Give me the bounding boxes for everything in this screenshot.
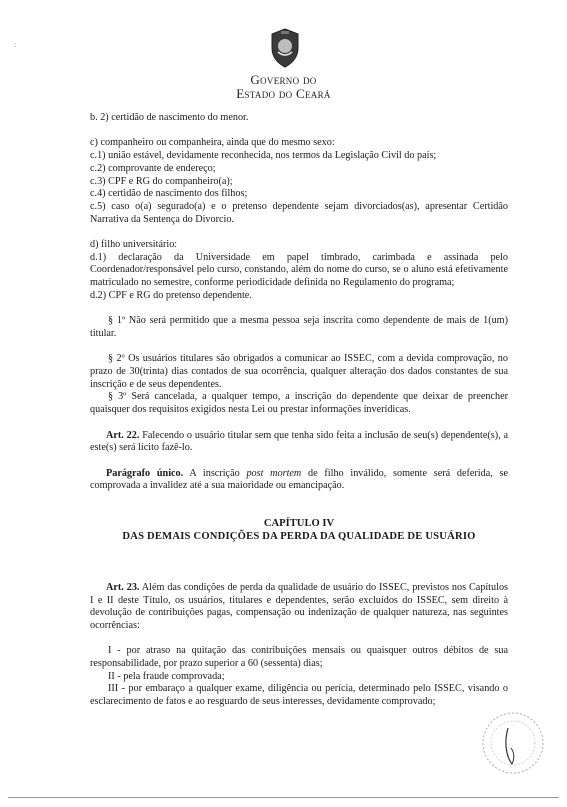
clause-2: II - pela fraude comprovada; <box>108 670 225 682</box>
article-22-label: Art. 22. <box>106 429 140 441</box>
sole-paragraph-text-b: de filho inválido, somente será deferida, se comprovada a invalidez até a sua maioridade ou emancipação. <box>90 467 509 492</box>
item-b2: b. 2) certidão de nascimento do menor. <box>90 112 249 123</box>
rubric-stamp-icon <box>478 708 548 778</box>
article-23-text: Além das condições de perda da qualidade de usuário do ISSEC, previstos nos Capítulos I e II deste Título, os usuários, titulares e dependentes, serão excluídos do ISSEC, sem direito à devolução de contribuições pagas, compensação ou indenização de qualquer natureza, nas seguintes ocorrências: <box>90 581 508 631</box>
item-d2: d.2) CPF e RG do pretenso dependente. <box>90 289 252 301</box>
article-22 <box>90 430 508 455</box>
sole-paragraph <box>90 468 508 493</box>
clause-3: III - por embaraço a qualquer exame, diligência ou perícia, determinado pelo ISSEC, visando o esclarecimento de fatos e ao resguardo de seus interesses, devidamente comprovado; <box>90 683 508 708</box>
item-d-intro: d) filho universitário: <box>90 239 178 250</box>
item-c2: c.2) comprovante de endereço; <box>90 162 216 174</box>
item-d1: d.1) declaração da Universidade em papel timbrado, carimbada e assinada pelo Coordenador/responsável pelo curso, constando, além do nome do curso, se o aluno está efetivamente matriculado no semestre, conforme periodicidade definida no Regulamento do programa; <box>90 251 508 289</box>
chapter-title: CAPÍTULO IV <box>263 518 335 530</box>
sole-paragraph-label: Parágrafo único. <box>106 467 184 479</box>
sole-paragraph-italic: post mortem <box>246 467 302 479</box>
sole-paragraph-text-a: A inscrição <box>183 467 247 479</box>
page-bottom-edge <box>8 797 559 798</box>
item-c1: c.1) união estável, devidamente reconhecida, nos termos da Legislação Civil do país; <box>90 150 437 162</box>
item-c3: c.3) CPF e RG do companheiro(a); <box>90 175 233 187</box>
government-title-line2: Estado do Ceará <box>236 86 331 101</box>
article-22-text: Falecendo o usuário titular sem que tenha sido feita a inclusão de seu(s) dependente(s), a este(s) será lícito fazê-lo. <box>90 429 508 454</box>
ceara-coat-of-arms-icon <box>268 28 302 68</box>
article-23-label: Art. 23. <box>106 581 140 593</box>
clause-1: I - por atraso na quitação das contribuições mensais ou quaisquer outros débitos de sua responsabilidade, por prazo superior a 60 (sessenta) dias; <box>90 645 508 670</box>
paragraph-1: § 1º Não será permitido que a mesma pessoa seja inscrita como dependente de mais de 1(um) titular. <box>90 315 508 339</box>
item-c-intro: c) companheiro ou companheira, ainda que do mesmo sexo: <box>90 137 335 149</box>
government-title-line1: Governo do <box>250 72 317 87</box>
document-body <box>90 112 508 709</box>
item-c5: c.5) caso o(a) segurado(a) e o pretenso dependente sejam divorciados(as), apresentar Certidão Narrativa da Sentença do Divorcio. <box>90 200 508 225</box>
paragraph-2: § 2º Os usuários titulares são obrigados a comunicar ao ISSEC, com a devida comprovação, no prazo de 30(trinta) dias contados de sua ocorrência, qualquer alteração dos dados constantes de sua inscrição e de seus dependentes. <box>90 353 508 390</box>
article-23 <box>90 582 508 633</box>
item-c4: c.4) certidão de nascimento dos filhos; <box>90 188 248 200</box>
chapter-subtitle: DAS DEMAIS CONDIÇÕES DA PERDA DA QUALIDADE DE USUÁRIO <box>122 531 476 543</box>
paragraph-3: § 3º Será cancelada, a qualquer tempo, a inscrição do dependente que deixar de preencher quaisquer dos requisitos exigidos nesta Lei ou prestar informações inverídicas. <box>90 391 508 416</box>
margin-marks: : <box>14 40 17 49</box>
